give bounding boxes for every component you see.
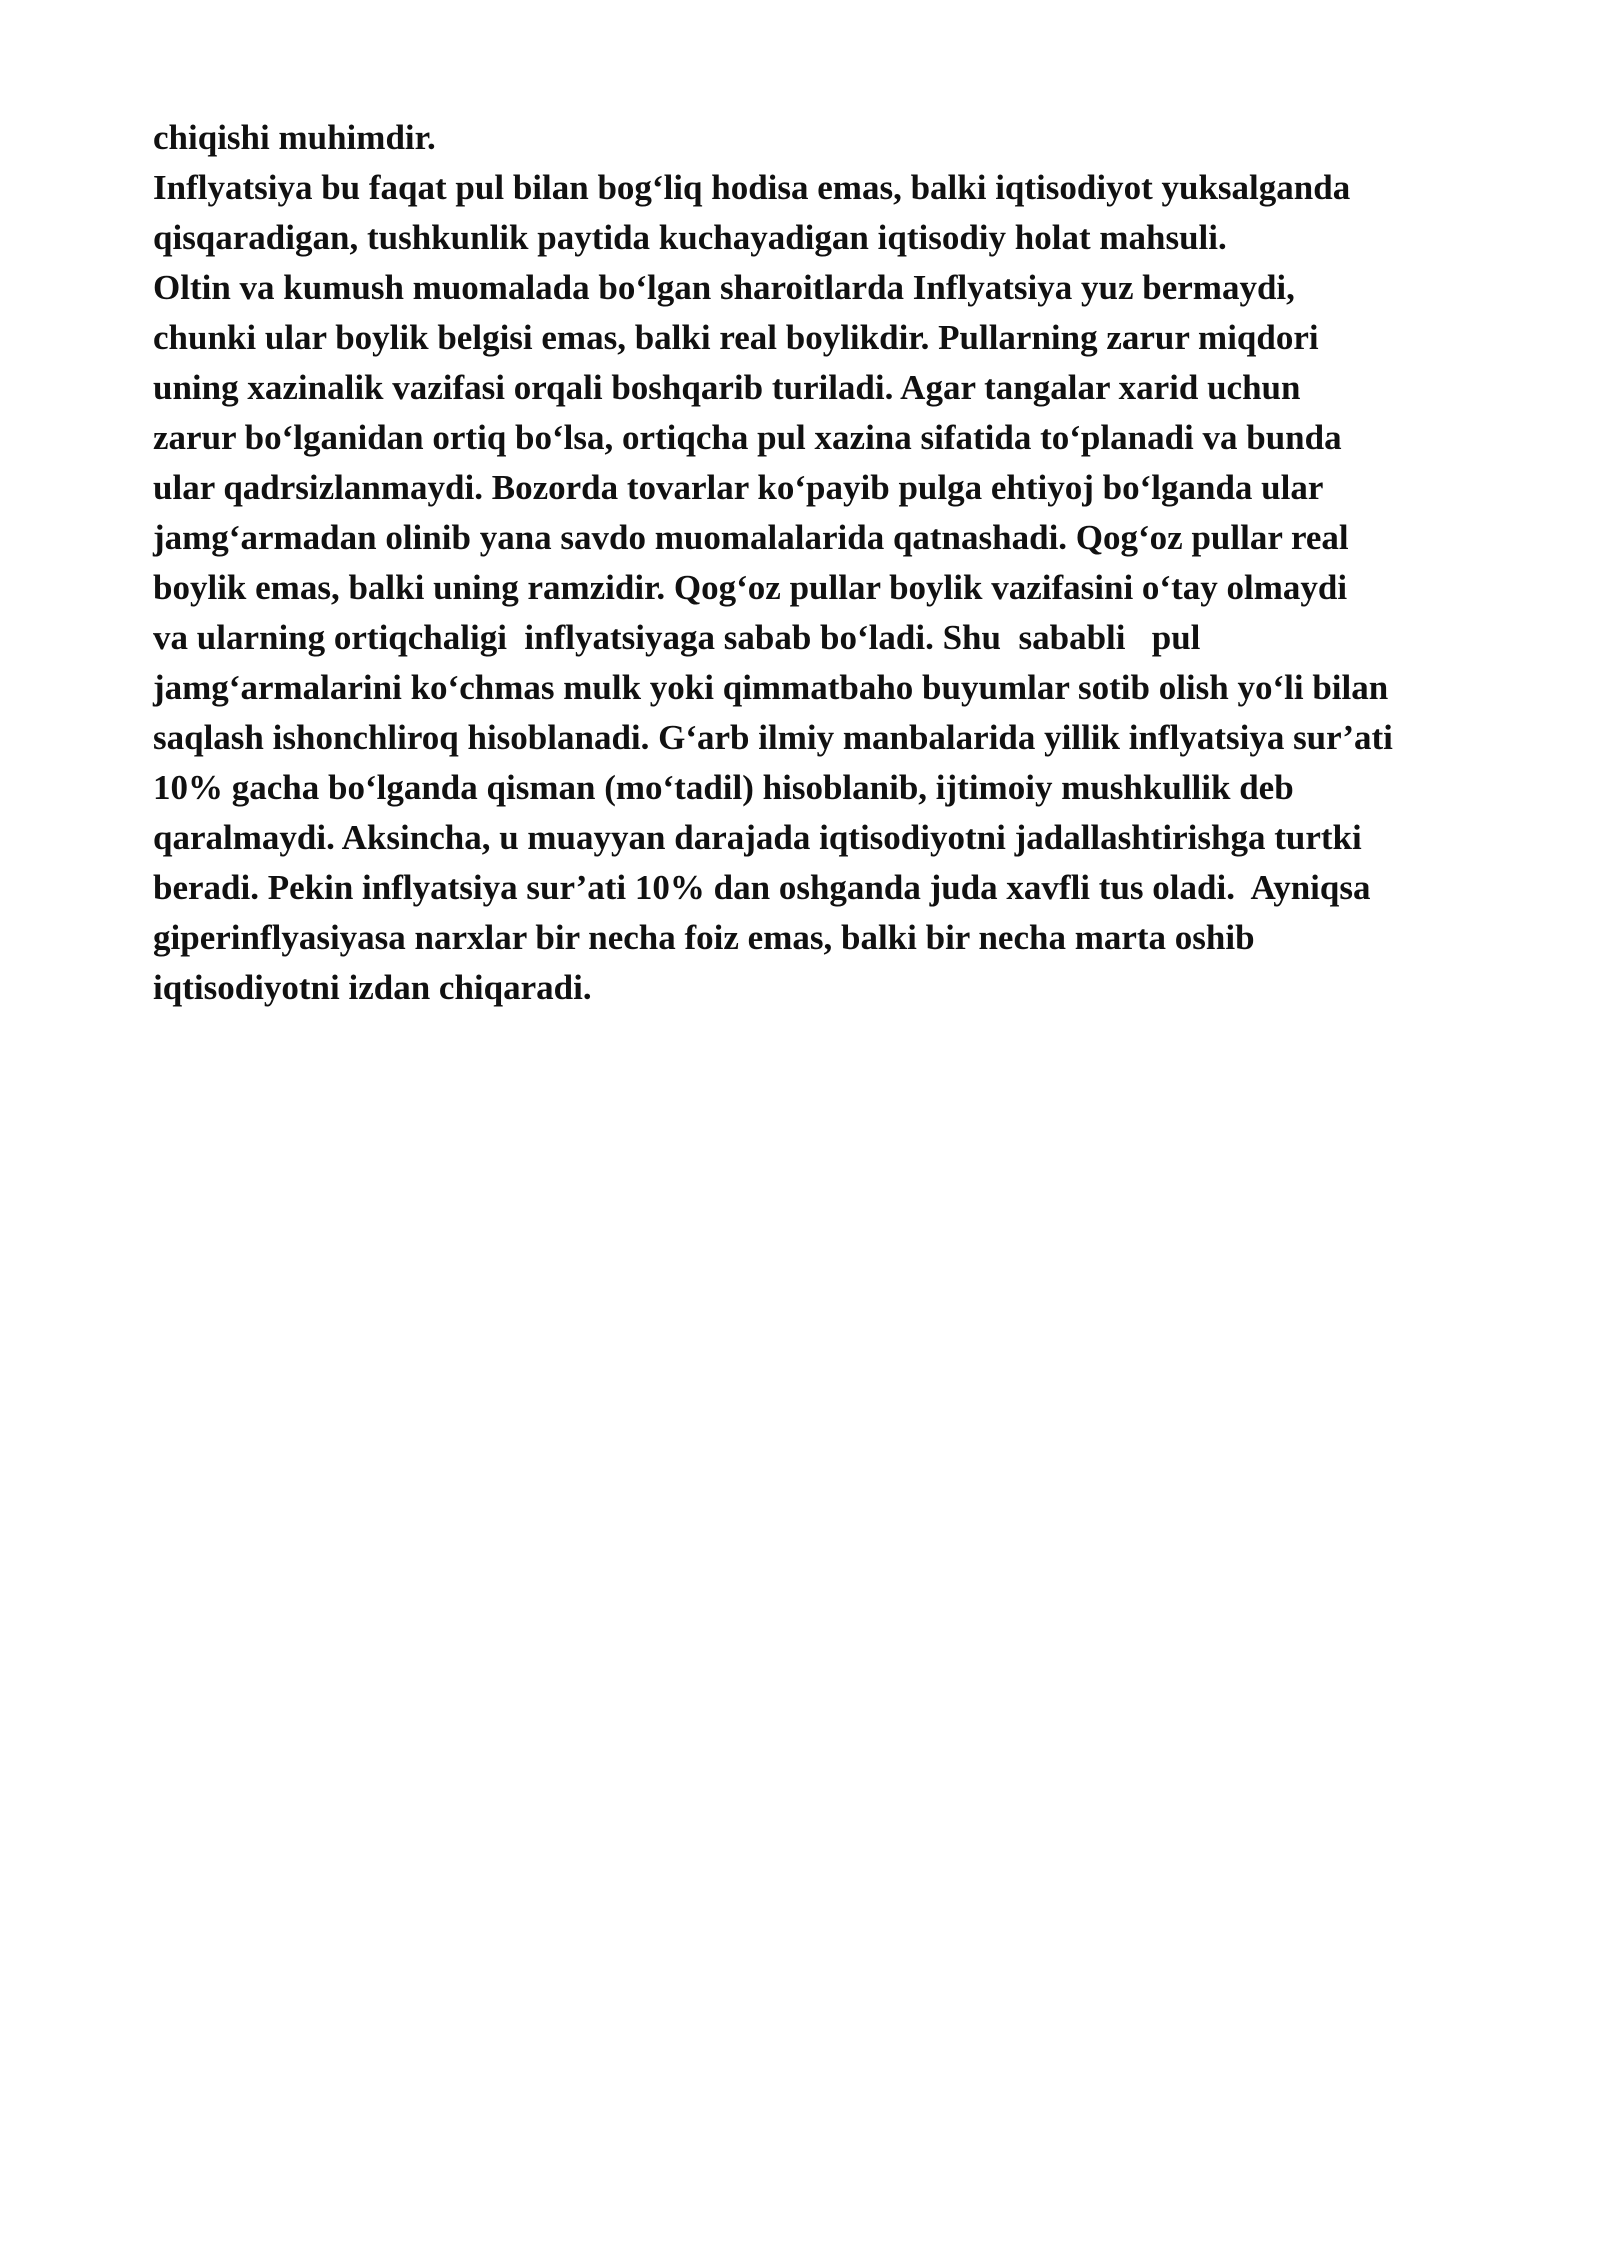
text-line: giperinflyasiyasa narxlar bir necha foiz emas, balki bir necha marta oshib (153, 918, 1255, 957)
text-line: beradi. Pekin inflyatsiya sur’ati 10% dan oshganda juda xavfli tus oladi. Ayniqsa (153, 868, 1371, 907)
text-line: iqtisodiyotni izdan chiqaradi. (153, 968, 592, 1007)
text-line: Oltin va kumush muomalada bo‘lgan sharoitlarda Inflyatsiya yuz bermaydi, (153, 268, 1295, 307)
text-line: va ularning ortiqchaligi inflyatsiyaga sabab bo‘ladi. Shu sababli pul (153, 618, 1201, 657)
text-line: qaralmaydi. Aksincha, u muayyan darajada iqtisodiyotni jadallashtirishga turtki (153, 818, 1362, 857)
text-line: jamg‘armadan olinib yana savdo muomalalarida qatnashadi. Qog‘oz pullar real (153, 518, 1349, 557)
text-line: boylik emas, balki uning ramzidir. Qog‘oz pullar boylik vazifasini o‘tay olmaydi (153, 568, 1348, 607)
text-line: saqlash ishonchliroq hisoblanadi. G‘arb ilmiy manbalarida yillik inflyatsiya sur’ati (153, 718, 1393, 757)
text-line: uning xazinalik vazifasi orqali boshqarib turiladi. Agar tangalar xarid uchun (153, 368, 1301, 407)
text-line: ular qadrsizlanmaydi. Bozorda tovarlar ko‘payib pulga ehtiyoj bo‘lganda ular (153, 468, 1324, 507)
text-line: Inflyatsiya bu faqat pul bilan bog‘liq hodisa emas, balki iqtisodiyot yuksalganda (153, 168, 1351, 207)
text-line: zarur bo‘lganidan ortiq bo‘lsa, ortiqcha pul xazina sifatida to‘planadi va bunda (153, 418, 1342, 457)
text-line: 10% gacha bo‘lganda qisman (mo‘tadil) hisoblanib, ijtimoiy mushkullik deb (153, 768, 1294, 807)
body-text (153, 113, 1503, 1013)
text-line: qisqaradigan, tushkunlik paytida kuchayadigan iqtisodiy holat mahsuli. (153, 218, 1227, 257)
text-line: chunki ular boylik belgisi emas, balki real boylikdir. Pullarning zarur miqdori (153, 318, 1319, 357)
text-line: jamg‘armalarini ko‘chmas mulk yoki qimmatbaho buyumlar sotib olish yo‘li bilan (153, 668, 1389, 707)
text-line: chiqishi muhimdir. (153, 118, 436, 157)
